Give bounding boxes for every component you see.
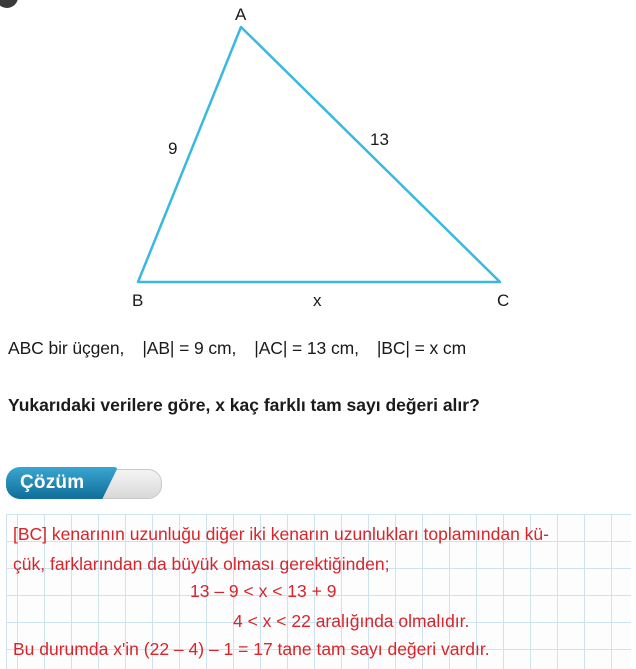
side-bc-label: x: [313, 291, 322, 310]
question-text: Yukarıdaki verilere göre, x kaç farklı tam sayı değeri alır?: [8, 395, 480, 415]
cozum-tab-label: Çözüm: [20, 472, 85, 493]
side-ac-label: 13: [370, 130, 389, 149]
solution-line-2: çük, farklarından da büyük olması gerektiğinden;: [13, 554, 390, 574]
given-bc: |BC| = x cm: [376, 338, 467, 358]
triangle-figure: [0, 0, 636, 320]
vertex-b-label: B: [132, 291, 144, 310]
given-ac: |AC| = 13 cm,: [254, 338, 359, 358]
triangle-abc: [138, 27, 500, 282]
vertex-a-label: A: [235, 5, 247, 24]
side-ab-label: 9: [168, 139, 178, 158]
solution-box: [6, 514, 631, 669]
vertex-c-label: C: [497, 291, 510, 310]
given-intro: ABC bir üçgen,: [8, 338, 125, 358]
solution-inequality-1: 13 – 9 < x < 13 + 9: [190, 581, 337, 601]
solution-line-1: [BC] kenarının uzunluğu diğer iki kenarın uzunlukları toplamından kü-: [13, 524, 549, 544]
given-ab: |AB| = 9 cm,: [142, 338, 237, 358]
cozum-tab: [6, 467, 160, 499]
solution-inequality-2: 4 < x < 22 aralığında olmalıdır.: [233, 611, 470, 631]
solution-conclusion: Bu durumda x'in (22 – 4) – 1 = 17 tane tam sayı değeri vardır.: [13, 639, 490, 659]
given-statement: [8, 338, 466, 359]
